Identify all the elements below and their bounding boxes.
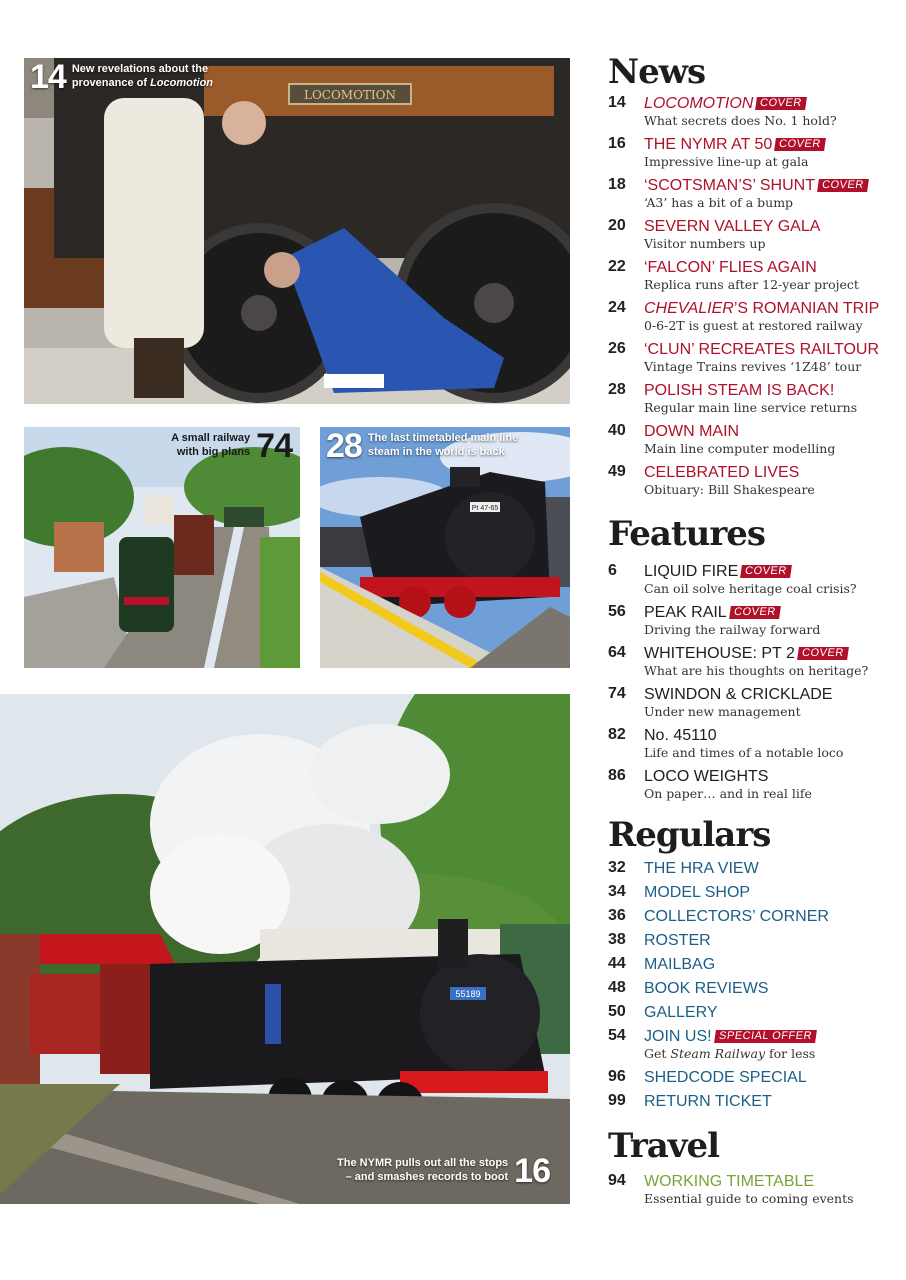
regulars-entry[interactable] — [608, 1068, 898, 1092]
locomotion-illustration — [24, 58, 570, 404]
photo-2-caption-line2: with big plans — [176, 446, 251, 458]
entry-title: LOCOMOTION — [644, 95, 754, 112]
entry-title-italic: CHEVALIER — [644, 300, 734, 317]
entry-subtitle: Regular main line service returns — [644, 400, 858, 415]
regulars-entry[interactable] — [608, 907, 898, 931]
entry-title: ‘FALCON’ FLIES AGAIN — [644, 259, 817, 276]
photo-small-railway — [24, 427, 300, 668]
regulars-entry[interactable] — [608, 883, 898, 907]
entry-subtitle: Impressive line-up at gala — [644, 154, 809, 169]
entry-title: THE HRA VIEW — [644, 860, 759, 877]
entry-subtitle: Vintage Trains revives ‘1Z48’ tour — [644, 359, 862, 374]
cover-badge: COVER — [774, 138, 825, 151]
regulars-entry[interactable] — [608, 1027, 898, 1068]
special-offer-badge: SPECIAL OFFER — [714, 1030, 817, 1043]
cover-badge: COVER — [729, 606, 780, 619]
page-number: 48 — [608, 979, 626, 996]
cover-badge: COVER — [740, 565, 791, 578]
photo-4-caption-line2: – and smashes records to boot — [345, 1171, 509, 1183]
page-number: 38 — [608, 931, 626, 948]
features-entry[interactable] — [608, 767, 898, 808]
entry-subtitle: Driving the railway forward — [644, 622, 821, 637]
travel-entry[interactable] — [608, 1172, 898, 1213]
page-number: 50 — [608, 1003, 626, 1020]
photo-3-caption-line2: steam in the world is back — [367, 446, 505, 458]
entry-title: BOOK REVIEWS — [644, 980, 769, 997]
photo-4-page-number: 16 — [514, 1152, 550, 1190]
regulars-entry[interactable] — [608, 1092, 898, 1116]
features-entry[interactable] — [608, 726, 898, 767]
features-section — [608, 516, 898, 808]
entry-title: MAILBAG — [644, 956, 716, 973]
subtitle-post: for less — [765, 1046, 816, 1061]
page-number: 6 — [608, 562, 617, 579]
page-number: 14 — [608, 94, 626, 111]
entry-title: LIQUID FIRE — [644, 563, 739, 580]
regulars-heading: Regulars — [608, 815, 771, 855]
entry-subtitle: Visitor numbers up — [644, 236, 766, 251]
cover-badge: COVER — [797, 647, 848, 660]
entry-title: CELEBRATED LIVES — [644, 464, 800, 481]
regulars-entry[interactable] — [608, 931, 898, 955]
photo-3-caption-line1: The last timetabled main line — [367, 432, 519, 444]
entry-title: RETURN TICKET — [644, 1093, 772, 1110]
page-number: 40 — [608, 422, 626, 439]
entry-subtitle: Replica runs after 12-year project — [644, 277, 859, 292]
regulars-entry[interactable] — [608, 859, 898, 883]
photo-locomotion — [24, 58, 570, 404]
locomotion-plate: LOCOMOTION — [303, 88, 397, 102]
entry-title: WORKING TIMETABLE — [644, 1173, 815, 1190]
photo-2-page-number: 74 — [256, 427, 292, 465]
entry-title: SHEDCODE SPECIAL — [644, 1069, 807, 1086]
nymr-gala-illustration — [0, 694, 570, 1204]
news-entry[interactable] — [608, 176, 898, 217]
entry-subtitle: On paper… and in real life — [644, 786, 812, 801]
subtitle-pre: Get — [644, 1046, 671, 1061]
photo-4-caption — [308, 1152, 550, 1190]
page-number: 26 — [608, 340, 626, 357]
page-number: 56 — [608, 603, 626, 620]
page-number: 64 — [608, 644, 626, 661]
page-number: 54 — [608, 1027, 626, 1044]
entry-title: ROSTER — [644, 932, 711, 949]
entry-title: LOCO WEIGHTS — [644, 768, 769, 785]
news-entry[interactable] — [608, 463, 898, 504]
photo-2-caption — [130, 427, 292, 465]
regulars-section — [608, 817, 898, 1116]
news-entry[interactable] — [608, 381, 898, 422]
subtitle-italic: Steam Railway — [670, 1046, 766, 1061]
page-number: 74 — [608, 685, 626, 702]
page-number: 44 — [608, 955, 626, 972]
page-number: 16 — [608, 135, 626, 152]
page-number: 86 — [608, 767, 626, 784]
photo-3-caption — [326, 427, 538, 465]
page-number: 28 — [608, 381, 626, 398]
features-entry[interactable] — [608, 562, 898, 603]
photo-2-caption-line1: A small railway — [171, 432, 251, 444]
news-entry[interactable] — [608, 217, 898, 258]
regulars-entry[interactable] — [608, 1003, 898, 1027]
page-number: 18 — [608, 176, 626, 193]
entry-title: THE NYMR AT 50 — [644, 136, 773, 153]
entry-title: GALLERY — [644, 1004, 718, 1021]
news-heading: News — [608, 52, 706, 92]
cover-badge: COVER — [817, 179, 868, 192]
entry-title: POLISH STEAM IS BACK! — [644, 382, 835, 399]
page-number: 32 — [608, 859, 626, 876]
entry-subtitle: Life and times of a notable loco — [644, 745, 844, 760]
nymr-loco-number: 55189 — [455, 989, 481, 999]
page-number: 20 — [608, 217, 626, 234]
features-entry[interactable] — [608, 685, 898, 726]
entry-subtitle — [644, 1045, 898, 1062]
news-entry[interactable] — [608, 94, 898, 135]
news-entry[interactable] — [608, 135, 898, 176]
entry-subtitle: Essential guide to coming events — [644, 1191, 854, 1206]
photo-1-caption — [30, 58, 222, 96]
entry-subtitle: ‘A3’ has a bit of a bump — [644, 195, 794, 210]
entry-subtitle: Under new management — [644, 704, 801, 719]
entry-title: JOIN US! — [644, 1028, 712, 1045]
news-section — [608, 54, 898, 504]
cover-badge: COVER — [755, 97, 806, 110]
news-entry[interactable] — [608, 258, 898, 299]
entry-title: ’S ROMANIAN TRIP — [733, 300, 880, 317]
entry-title: COLLECTORS’ CORNER — [644, 908, 829, 925]
page-number: 49 — [608, 463, 626, 480]
features-entry[interactable] — [608, 603, 898, 644]
features-heading: Features — [608, 514, 766, 554]
entry-title: ‘SCOTSMAN’S’ SHUNT — [644, 177, 815, 194]
page-number: 82 — [608, 726, 626, 743]
travel-section — [608, 1128, 898, 1213]
polish-loco-number: Pt 47-65 — [471, 505, 499, 512]
photo-polish-steam — [320, 427, 570, 668]
photo-1-page-number: 14 — [30, 58, 66, 96]
page-number: 94 — [608, 1172, 626, 1189]
photo-1-caption-text: New revelations about the provenance of — [71, 63, 209, 89]
entry-subtitle: What are his thoughts on heritage? — [644, 663, 869, 678]
photo-3-page-number: 28 — [326, 427, 362, 465]
regulars-entry[interactable] — [608, 955, 898, 979]
entry-subtitle: 0-6-2T is guest at restored railway — [644, 318, 863, 333]
page-number: 36 — [608, 907, 626, 924]
entry-title: WHITEHOUSE: PT 2 — [644, 645, 795, 662]
page-number: 22 — [608, 258, 626, 275]
entry-title: SWINDON & CRICKLADE — [644, 686, 833, 703]
entry-title: ‘CLUN’ RECREATES RAILTOUR — [644, 341, 879, 358]
page-number: 96 — [608, 1068, 626, 1085]
travel-heading: Travel — [608, 1126, 720, 1166]
entry-title: PEAK RAIL — [644, 604, 727, 621]
page-number: 99 — [608, 1092, 626, 1109]
photo-nymr-gala — [0, 694, 570, 1204]
entry-subtitle: Obituary: Bill Shakespeare — [644, 482, 815, 497]
photo-4-caption-line1: The NYMR pulls out all the stops — [337, 1157, 509, 1169]
page-number: 34 — [608, 883, 626, 900]
news-entry[interactable] — [608, 299, 898, 340]
entry-title: SEVERN VALLEY GALA — [644, 218, 821, 235]
news-entry[interactable] — [608, 340, 898, 381]
entry-title: MODEL SHOP — [644, 884, 751, 901]
entry-subtitle: What secrets does No. 1 hold? — [644, 113, 837, 128]
regulars-entry[interactable] — [608, 979, 898, 1003]
entry-title: DOWN MAIN — [644, 423, 740, 440]
news-entry[interactable] — [608, 422, 898, 463]
entry-subtitle: Can oil solve heritage coal crisis? — [644, 581, 857, 596]
entry-title: No. 45110 — [644, 727, 717, 744]
features-entry[interactable] — [608, 644, 898, 685]
photo-1-caption-italic: Locomotion — [150, 77, 214, 89]
page-number: 24 — [608, 299, 626, 316]
entry-subtitle: Main line computer modelling — [644, 441, 836, 456]
